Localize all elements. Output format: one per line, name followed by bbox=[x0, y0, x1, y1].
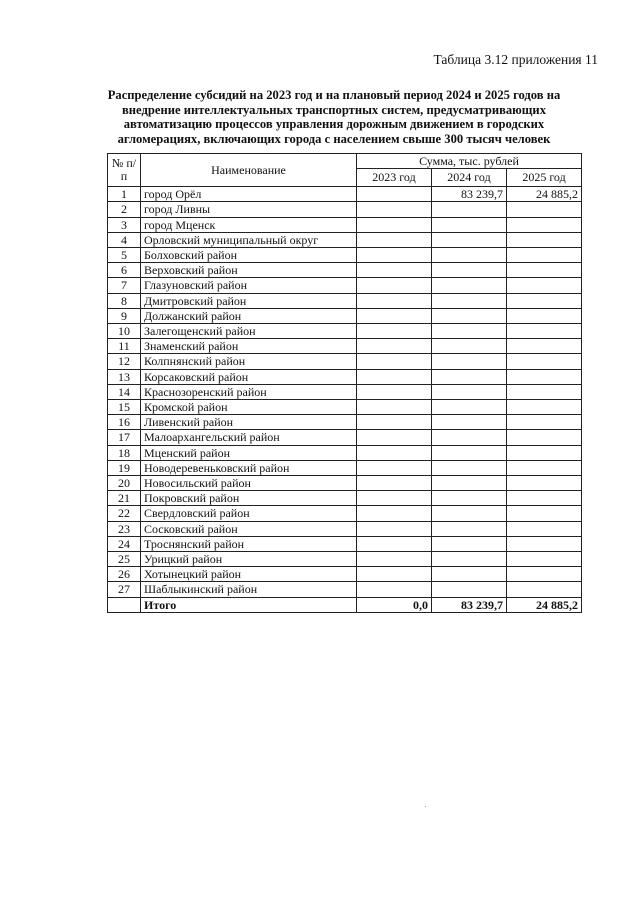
row-value-2023 bbox=[357, 521, 432, 536]
row-value-2024 bbox=[432, 217, 507, 232]
table-header bbox=[108, 154, 582, 187]
row-value-2025 bbox=[507, 400, 582, 415]
row-name: Дмитровский район bbox=[141, 293, 357, 308]
row-value-2025 bbox=[507, 293, 582, 308]
row-value-2024 bbox=[432, 491, 507, 506]
row-value-2025 bbox=[507, 278, 582, 293]
row-value-2025 bbox=[507, 384, 582, 399]
row-value-2023 bbox=[357, 491, 432, 506]
row-name: Колпнянский район bbox=[141, 354, 357, 369]
table-row bbox=[108, 430, 582, 445]
total-num-cell bbox=[108, 597, 141, 612]
row-name: Болховский район bbox=[141, 248, 357, 263]
row-name: Новосильский район bbox=[141, 476, 357, 491]
row-value-2024 bbox=[432, 248, 507, 263]
table-row bbox=[108, 263, 582, 278]
table-row bbox=[108, 369, 582, 384]
row-number: 5 bbox=[108, 248, 141, 263]
row-number: 2 bbox=[108, 202, 141, 217]
table-row bbox=[108, 521, 582, 536]
subsidy-table bbox=[107, 153, 582, 613]
row-value-2023 bbox=[357, 308, 432, 323]
row-value-2025 bbox=[507, 324, 582, 339]
row-number: 3 bbox=[108, 217, 141, 232]
table-row bbox=[108, 354, 582, 369]
row-value-2024 bbox=[432, 552, 507, 567]
row-value-2025 bbox=[507, 202, 582, 217]
row-value-2024 bbox=[432, 384, 507, 399]
header-num: № п/п bbox=[108, 154, 141, 187]
table-row bbox=[108, 339, 582, 354]
row-name: Кромской район bbox=[141, 400, 357, 415]
row-value-2024 bbox=[432, 232, 507, 247]
row-value-2023 bbox=[357, 202, 432, 217]
row-value-2023 bbox=[357, 369, 432, 384]
row-number: 23 bbox=[108, 521, 141, 536]
scan-speck bbox=[425, 806, 426, 807]
row-number: 4 bbox=[108, 232, 141, 247]
table-row bbox=[108, 248, 582, 263]
table-row bbox=[108, 217, 582, 232]
total-2024: 83 239,7 bbox=[432, 597, 507, 612]
table-row bbox=[108, 476, 582, 491]
row-value-2023 bbox=[357, 430, 432, 445]
row-value-2023 bbox=[357, 354, 432, 369]
row-value-2023 bbox=[357, 506, 432, 521]
table-row bbox=[108, 278, 582, 293]
row-value-2025 bbox=[507, 263, 582, 278]
row-number: 27 bbox=[108, 582, 141, 597]
row-value-2024 bbox=[432, 567, 507, 582]
table-row bbox=[108, 536, 582, 551]
table-body bbox=[108, 187, 582, 597]
header-year-2023: 2023 год bbox=[357, 169, 432, 187]
row-value-2025 bbox=[507, 430, 582, 445]
header-sum: Сумма, тыс. рублей bbox=[357, 154, 582, 169]
row-number: 7 bbox=[108, 278, 141, 293]
row-value-2023 bbox=[357, 460, 432, 475]
row-value-2025 bbox=[507, 476, 582, 491]
row-number: 22 bbox=[108, 506, 141, 521]
row-value-2025 bbox=[507, 217, 582, 232]
row-value-2024 bbox=[432, 430, 507, 445]
table-row bbox=[108, 552, 582, 567]
row-value-2025 bbox=[507, 339, 582, 354]
row-number: 18 bbox=[108, 445, 141, 460]
row-value-2023 bbox=[357, 217, 432, 232]
row-name: Шаблыкинский район bbox=[141, 582, 357, 597]
row-value-2024 bbox=[432, 369, 507, 384]
row-value-2024 bbox=[432, 415, 507, 430]
total-label: Итого bbox=[141, 597, 357, 612]
row-value-2023 bbox=[357, 567, 432, 582]
row-number: 10 bbox=[108, 324, 141, 339]
row-value-2023 bbox=[357, 187, 432, 202]
table-row bbox=[108, 491, 582, 506]
row-value-2025 bbox=[507, 445, 582, 460]
row-value-2025 bbox=[507, 460, 582, 475]
table-row bbox=[108, 400, 582, 415]
row-number: 9 bbox=[108, 308, 141, 323]
row-name: Должанский район bbox=[141, 308, 357, 323]
row-value-2025 bbox=[507, 506, 582, 521]
row-value-2025 bbox=[507, 248, 582, 263]
table-caption: Таблица 3.12 приложения 11 bbox=[433, 52, 598, 67]
row-value-2023 bbox=[357, 536, 432, 551]
table-row bbox=[108, 293, 582, 308]
row-value-2023 bbox=[357, 476, 432, 491]
table-row bbox=[108, 202, 582, 217]
row-value-2025 bbox=[507, 232, 582, 247]
row-value-2025 bbox=[507, 567, 582, 582]
table-row bbox=[108, 582, 582, 597]
table-row bbox=[108, 308, 582, 323]
row-value-2023 bbox=[357, 232, 432, 247]
row-name: Краснозоренский район bbox=[141, 384, 357, 399]
row-name: Хотынецкий район bbox=[141, 567, 357, 582]
table-row bbox=[108, 232, 582, 247]
row-value-2023 bbox=[357, 263, 432, 278]
row-name: Покровский район bbox=[141, 491, 357, 506]
row-value-2023 bbox=[357, 339, 432, 354]
total-2023: 0,0 bbox=[357, 597, 432, 612]
row-name: Троснянский район bbox=[141, 536, 357, 551]
row-number: 21 bbox=[108, 491, 141, 506]
row-name: город Орёл bbox=[141, 187, 357, 202]
row-number: 14 bbox=[108, 384, 141, 399]
row-value-2024 bbox=[432, 445, 507, 460]
row-name: Ливенский район bbox=[141, 415, 357, 430]
row-number: 1 bbox=[108, 187, 141, 202]
table-row bbox=[108, 445, 582, 460]
table-row bbox=[108, 324, 582, 339]
row-number: 16 bbox=[108, 415, 141, 430]
row-value-2024 bbox=[432, 293, 507, 308]
row-value-2025 bbox=[507, 552, 582, 567]
table-row bbox=[108, 384, 582, 399]
row-name: Свердловский район bbox=[141, 506, 357, 521]
row-value-2023 bbox=[357, 582, 432, 597]
row-value-2024 bbox=[432, 400, 507, 415]
row-value-2025: 24 885,2 bbox=[507, 187, 582, 202]
header-name: Наименование bbox=[141, 154, 357, 187]
row-value-2024 bbox=[432, 308, 507, 323]
row-number: 13 bbox=[108, 369, 141, 384]
row-value-2025 bbox=[507, 582, 582, 597]
row-value-2023 bbox=[357, 415, 432, 430]
row-value-2023 bbox=[357, 384, 432, 399]
row-value-2025 bbox=[507, 308, 582, 323]
row-number: 8 bbox=[108, 293, 141, 308]
row-number: 17 bbox=[108, 430, 141, 445]
row-name: город Ливны bbox=[141, 202, 357, 217]
row-value-2024 bbox=[432, 202, 507, 217]
row-name: Урицкий район bbox=[141, 552, 357, 567]
row-number: 6 bbox=[108, 263, 141, 278]
row-value-2023 bbox=[357, 293, 432, 308]
table-row bbox=[108, 567, 582, 582]
row-value-2023 bbox=[357, 400, 432, 415]
row-name: Знаменский район bbox=[141, 339, 357, 354]
row-name: Мценский район bbox=[141, 445, 357, 460]
row-value-2024 bbox=[432, 339, 507, 354]
row-name: Малоархангельский район bbox=[141, 430, 357, 445]
row-value-2024: 83 239,7 bbox=[432, 187, 507, 202]
row-value-2024 bbox=[432, 278, 507, 293]
row-number: 20 bbox=[108, 476, 141, 491]
row-value-2023 bbox=[357, 552, 432, 567]
row-number: 26 bbox=[108, 567, 141, 582]
row-value-2025 bbox=[507, 521, 582, 536]
row-value-2023 bbox=[357, 445, 432, 460]
row-value-2024 bbox=[432, 354, 507, 369]
row-value-2023 bbox=[357, 278, 432, 293]
row-value-2025 bbox=[507, 415, 582, 430]
row-value-2023 bbox=[357, 248, 432, 263]
table-row bbox=[108, 187, 582, 202]
document-title: Распределение субсидий на 2023 год и на плановый период 2024 и 2025 годов на внедрение интеллектуальных транспортных систем, предусматривающих автоматизацию процессов управления дорожным движением в городских агломерациях, включающих города с населением свыше 300 тысяч человек bbox=[107, 88, 561, 146]
row-number: 12 bbox=[108, 354, 141, 369]
row-value-2025 bbox=[507, 369, 582, 384]
row-number: 24 bbox=[108, 536, 141, 551]
row-number: 15 bbox=[108, 400, 141, 415]
row-name: город Мценск bbox=[141, 217, 357, 232]
row-value-2024 bbox=[432, 582, 507, 597]
row-value-2025 bbox=[507, 491, 582, 506]
row-name: Орловский муниципальный округ bbox=[141, 232, 357, 247]
table-row bbox=[108, 460, 582, 475]
row-name: Залегощенский район bbox=[141, 324, 357, 339]
row-number: 19 bbox=[108, 460, 141, 475]
header-year-2025: 2025 год bbox=[507, 169, 582, 187]
row-name: Глазуновский район bbox=[141, 278, 357, 293]
header-year-2024: 2024 год bbox=[432, 169, 507, 187]
row-value-2024 bbox=[432, 521, 507, 536]
row-number: 25 bbox=[108, 552, 141, 567]
row-name: Новодеревеньковский район bbox=[141, 460, 357, 475]
row-value-2023 bbox=[357, 324, 432, 339]
row-name: Верховский район bbox=[141, 263, 357, 278]
row-name: Сосковский район bbox=[141, 521, 357, 536]
row-value-2025 bbox=[507, 354, 582, 369]
row-value-2024 bbox=[432, 536, 507, 551]
row-value-2024 bbox=[432, 324, 507, 339]
row-number: 11 bbox=[108, 339, 141, 354]
row-name: Корсаковский район bbox=[141, 369, 357, 384]
table-row bbox=[108, 415, 582, 430]
row-value-2024 bbox=[432, 476, 507, 491]
table-row bbox=[108, 506, 582, 521]
row-value-2024 bbox=[432, 506, 507, 521]
row-value-2025 bbox=[507, 536, 582, 551]
total-row bbox=[108, 597, 582, 612]
row-value-2024 bbox=[432, 460, 507, 475]
total-2025: 24 885,2 bbox=[507, 597, 582, 612]
row-value-2024 bbox=[432, 263, 507, 278]
